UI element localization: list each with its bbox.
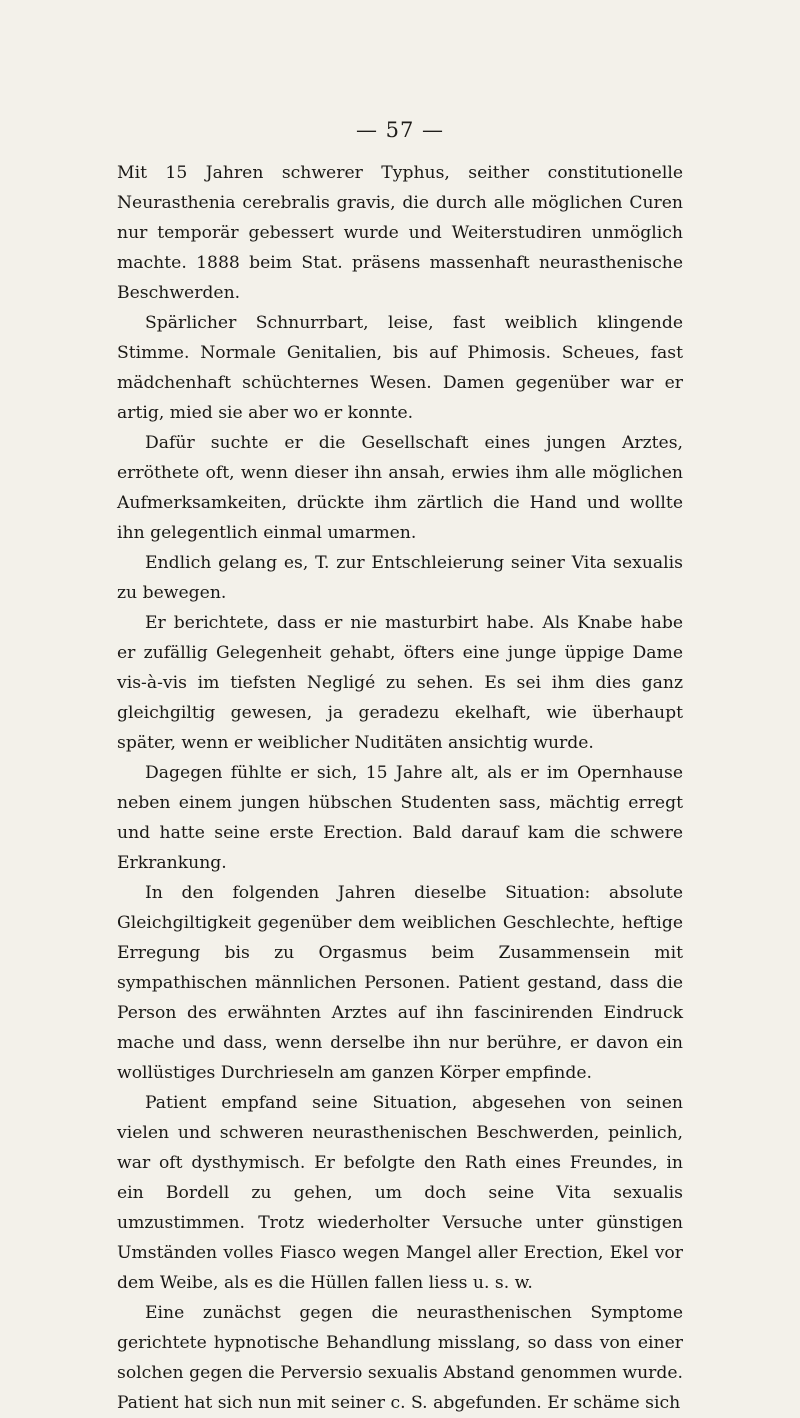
page-number: — 57 —: [355, 118, 445, 142]
paragraph: Eine zunächst gegen die neurasthenischen Symptome gerichtete hypnotische Behandlung misslang, so dass von einer solchen gegen die Perversio sexualis Abstand genommen wurde. Patient hat sich nun mit seiner c. S. abgefunden. Er schäme sich: [117, 1303, 683, 1413]
paragraph: In den folgenden Jahren dieselbe Situation: absolute Gleichgiltigkeit gegenüber dem weiblichen Geschlechte, heftige Erregung bis zu Orgasmus beim Zusammensein mit sympathischen männlichen Personen. Patient gestand, dass die Person des erwähnten Arztes auf ihn fascinirenden Eindruck mache und dass, wenn derselbe ihn nur berühre, er davon ein wollüstiges Durchrieseln am ganzen Körper empfinde.: [117, 883, 683, 1083]
paragraph: Patient empfand seine Situation, abgesehen von seinen vielen und schweren neurasthenischen Beschwerden, peinlich, war oft dysthymisch. Er befolgte den Rath eines Freundes, in ein Bordell zu gehen, um doch seine Vita sexualis umzustimmen. Trotz wiederholter Versuche unter günstigen Umständen volles Fiasco wegen Mangel aller Erection, Ekel vor dem Weibe, als es die Hüllen fallen liess u. s. w.: [117, 1093, 683, 1293]
text-body: [117, 158, 683, 1418]
paragraph: Dafür suchte er die Gesellschaft eines jungen Arztes, erröthete oft, wenn dieser ihn ansah, erwies ihm alle möglichen Aufmerksamkeiten, drückte ihm zärtlich die Hand und wollte ihn gelegentlich einmal umarmen.: [117, 433, 683, 543]
paragraph: Er berichtete, dass er nie masturbirt habe. Als Knabe habe er zufällig Gelegenheit gehabt, öfters eine junge üppige Dame vis-à-vis im tiefsten Negligé zu sehen. Es sei ihm dies ganz gleichgiltig gewesen, ja geradezu ekelhaft, wie überhaupt später, wenn er weiblicher Nuditäten ansichtig wurde.: [117, 613, 683, 753]
paragraph: Spärlicher Schnurrbart, leise, fast weiblich klingende Stimme. Normale Genitalien, bis auf Phimosis. Scheues, fast mädchenhaft schüchternes Wesen. Damen gegenüber war er artig, mied sie aber wo er konnte.: [117, 313, 683, 423]
paragraph: Mit 15 Jahren schwerer Typhus, seither constitutionelle Neurasthenia cerebralis gravis, die durch alle möglichen Curen nur temporär gebessert wurde und Weiterstudiren unmöglich machte. 1888 beim Stat. präsens massenhaft neurasthenische Beschwerden.: [117, 163, 683, 303]
paragraph: Dagegen fühlte er sich, 15 Jahre alt, als er im Opernhause neben einem jungen hübschen Studenten sass, mächtig erregt und hatte seine erste Erection. Bald darauf kam die schwere Erkrankung.: [117, 763, 683, 873]
paragraph: Endlich gelang es, T. zur Entschleierung seiner Vita sexualis zu bewegen.: [117, 553, 683, 603]
